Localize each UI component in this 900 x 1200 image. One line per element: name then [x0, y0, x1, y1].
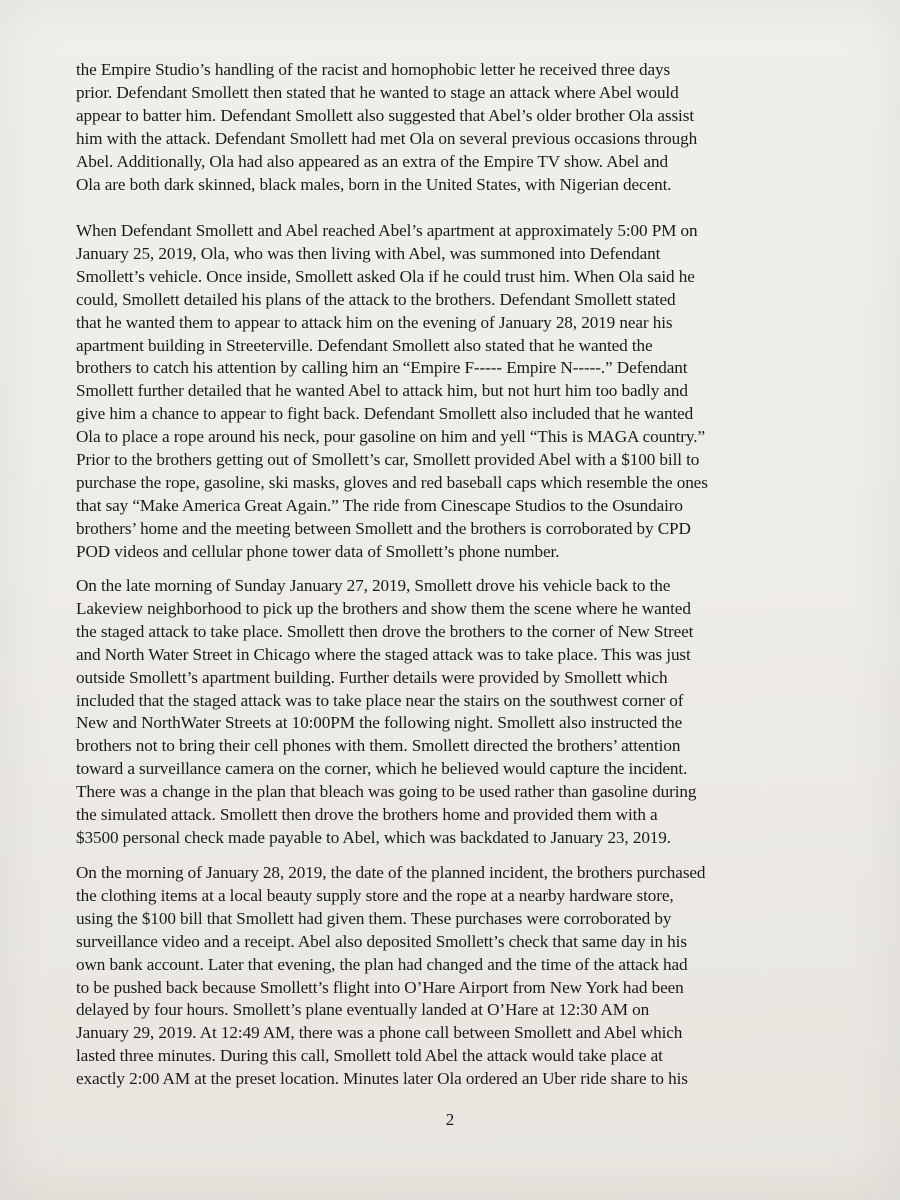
text-line: brothers to catch his attention by calling him an “Empire F----- Empire N-----.” Defendant [76, 358, 688, 378]
text-line: Abel. Additionally, Ola had also appeared as an extra of the Empire TV show. Abel and [76, 151, 668, 171]
text-line: exactly 2:00 AM at the preset location. Minutes later Ola ordered an Uber ride share to his [76, 1069, 688, 1089]
text-line: using the $100 bill that Smollett had given them. These purchases were corroborated by [76, 908, 672, 928]
text-line: $3500 personal check made payable to Abel, which was backdated to January 23, 2019. [76, 827, 671, 847]
paragraph-1 [76, 59, 856, 196]
text-line: that he wanted them to appear to attack him on the evening of January 28, 2019 near his [76, 312, 673, 332]
text-line: that say “Make America Great Again.” The ride from Cinescape Studios to the Osundairo [76, 495, 683, 515]
text-line: included that the staged attack was to take place near the stairs on the southwest corner of [76, 690, 684, 710]
text-line: outside Smollett’s apartment building. Further details were provided by Smollett which [76, 667, 668, 687]
text-line: When Defendant Smollett and Abel reached Abel’s apartment at approximately 5:00 PM on [76, 221, 698, 240]
text-line: purchase the rope, gasoline, ski masks, gloves and red baseball caps which resemble the ones [76, 472, 708, 492]
text-line: prior. Defendant Smollett then stated that he wanted to stage an attack where Abel would [76, 82, 679, 102]
text-line: January 25, 2019, Ola, who was then living with Abel, was summoned into Defendant [76, 243, 661, 263]
text-line: Smollett further detailed that he wanted Abel to attack him, but not hurt him too badly and [76, 381, 688, 401]
text-line: the clothing items at a local beauty supply store and the rope at a nearby hardware store, [76, 885, 674, 905]
text-line: lasted three minutes. During this call, Smollett told Abel the attack would take place at [76, 1046, 663, 1066]
text-line: January 29, 2019. At 12:49 AM, there was a phone call between Smollett and Abel which [76, 1023, 683, 1043]
text-line: appear to batter him. Defendant Smollett also suggested that Abel’s older brother Ola assist [76, 105, 694, 125]
paragraph-4 [76, 862, 856, 1091]
text-line: Lakeview neighborhood to pick up the brothers and show them the scene where he wanted [76, 598, 691, 618]
text-line: Prior to the brothers getting out of Smollett’s car, Smollett provided Abel with a $100 bill to [76, 450, 700, 470]
paragraph-3 [76, 575, 856, 850]
text-line: the staged attack to take place. Smollett then drove the brothers to the corner of New Street [76, 621, 694, 641]
text-line: could, Smollett detailed his plans of the attack to the brothers. Defendant Smollett stated [76, 289, 676, 309]
text-line: to be pushed back because Smollett’s flight into O’Hare Airport from New York had been [76, 977, 684, 997]
text-line: surveillance video and a receipt. Abel also deposited Smollett’s check that same day in his [76, 931, 687, 951]
paragraph-2 [76, 220, 856, 564]
text-line: Ola to place a rope around his neck, pour gasoline on him and yell “This is MAGA country.” [76, 427, 706, 447]
text-line: give him a chance to appear to fight back. Defendant Smollett also included that he wanted [76, 404, 694, 424]
text-line: Smollett’s vehicle. Once inside, Smollett asked Ola if he could trust him. When Ola said he [76, 266, 695, 286]
text-line: POD videos and cellular phone tower data of Smollett’s phone number. [76, 541, 560, 561]
text-line: him with the attack. Defendant Smollett had met Ola on several previous occasions through [76, 128, 698, 148]
text-line: On the late morning of Sunday January 27, 2019, Smollett drove his vehicle back to the [76, 576, 671, 595]
text-line: On the morning of January 28, 2019, the date of the planned incident, the brothers purchased [76, 863, 706, 882]
text-line: brothers not to bring their cell phones with them. Smollett directed the brothers’ attention [76, 736, 681, 756]
text-line: toward a surveillance camera on the corner, which he believed would capture the incident. [76, 759, 688, 779]
text-line: own bank account. Later that evening, the plan had changed and the time of the attack had [76, 954, 688, 974]
text-line: the simulated attack. Smollett then drove the brothers home and provided them with a [76, 805, 658, 825]
text-line: New and NorthWater Streets at 10:00PM the following night. Smollett also instructed the [76, 713, 683, 733]
page-number: 2 [445, 1110, 455, 1129]
text-line: the Empire Studio’s handling of the racist and homophobic letter he received three days [76, 60, 671, 79]
text-line: and North Water Street in Chicago where the staged attack was to take place. This was just [76, 644, 691, 664]
text-line: delayed by four hours. Smollett’s plane eventually landed at O’Hare at 12:30 AM on [76, 1000, 650, 1020]
text-line: There was a change in the plan that bleach was going to be used rather than gasoline during [76, 782, 697, 802]
text-line: apartment building in Streeterville. Defendant Smollett also stated that he wanted the [76, 335, 653, 355]
text-line: Ola are both dark skinned, black males, born in the United States, with Nigerian decent. [76, 174, 672, 194]
text-line: brothers’ home and the meeting between Smollett and the brothers is corroborated by CPD [76, 518, 691, 538]
